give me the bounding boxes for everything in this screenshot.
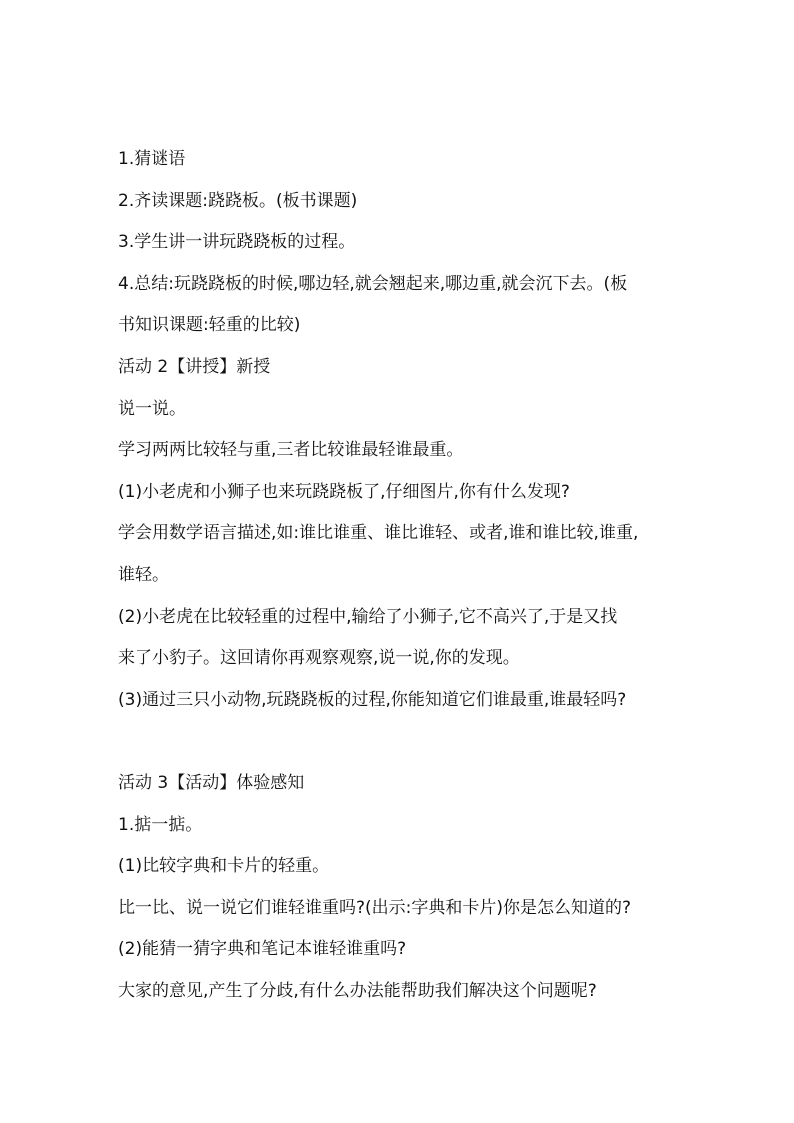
- text-line: 1.猜谜语: [118, 149, 186, 169]
- text-line: (1)比较字典和卡片的轻重。: [118, 856, 330, 877]
- text-line: (1)小老虎和小狮子也来玩跷跷板了,仔细图片,你有什么发现?: [118, 481, 570, 502]
- text-line: 学会用数学语言描述,如:谁比谁重、谁比谁轻、或者,谁和谁比较,谁重,: [118, 523, 639, 544]
- text-line: 学习两两比较轻与重,三者比较谁最轻谁最重。: [118, 440, 464, 461]
- text-line: 来了小豹子。这回请你再观察观察,说一说,你的发现。: [118, 648, 520, 669]
- text-line: 1.掂一掂。: [118, 814, 203, 835]
- text-line: 大家的意见,产生了分歧,有什么办法能帮助我们解决这个问题呢?: [118, 980, 597, 1001]
- section-heading: 活动 3【活动】体验感知: [118, 772, 305, 793]
- text-line: (2)能猜一猜字典和笔记本谁轻谁重吗?: [118, 939, 407, 960]
- text-line: 比一比、说一说它们谁轻谁重吗?(出示:字典和卡片)你是怎么知道的?: [118, 897, 632, 918]
- paragraph-gap: [118, 724, 688, 766]
- text-line: 3.学生讲一讲玩跷跷板的过程。: [118, 232, 356, 253]
- text-line: (3)通过三只小动物,玩跷跷板的过程,你能知道它们谁最重,谁最轻吗?: [118, 689, 627, 710]
- document-body: [118, 142, 688, 1015]
- text-line: 说一说。: [118, 398, 186, 419]
- section-heading: 活动 2【讲授】新授: [118, 356, 271, 377]
- text-line: (2)小老虎在比较轻重的过程中,输给了小狮子,它不高兴了,于是又找: [118, 606, 618, 627]
- text-line: 书知识课题:轻重的比较): [118, 315, 301, 336]
- text-line: 谁轻。: [118, 564, 169, 585]
- text-line: 2.齐读课题:跷跷板。(板书课题): [118, 190, 358, 211]
- text-line: 4.总结:玩跷跷板的时候,哪边轻,就会翘起来,哪边重,就会沉下去。(板: [118, 273, 628, 294]
